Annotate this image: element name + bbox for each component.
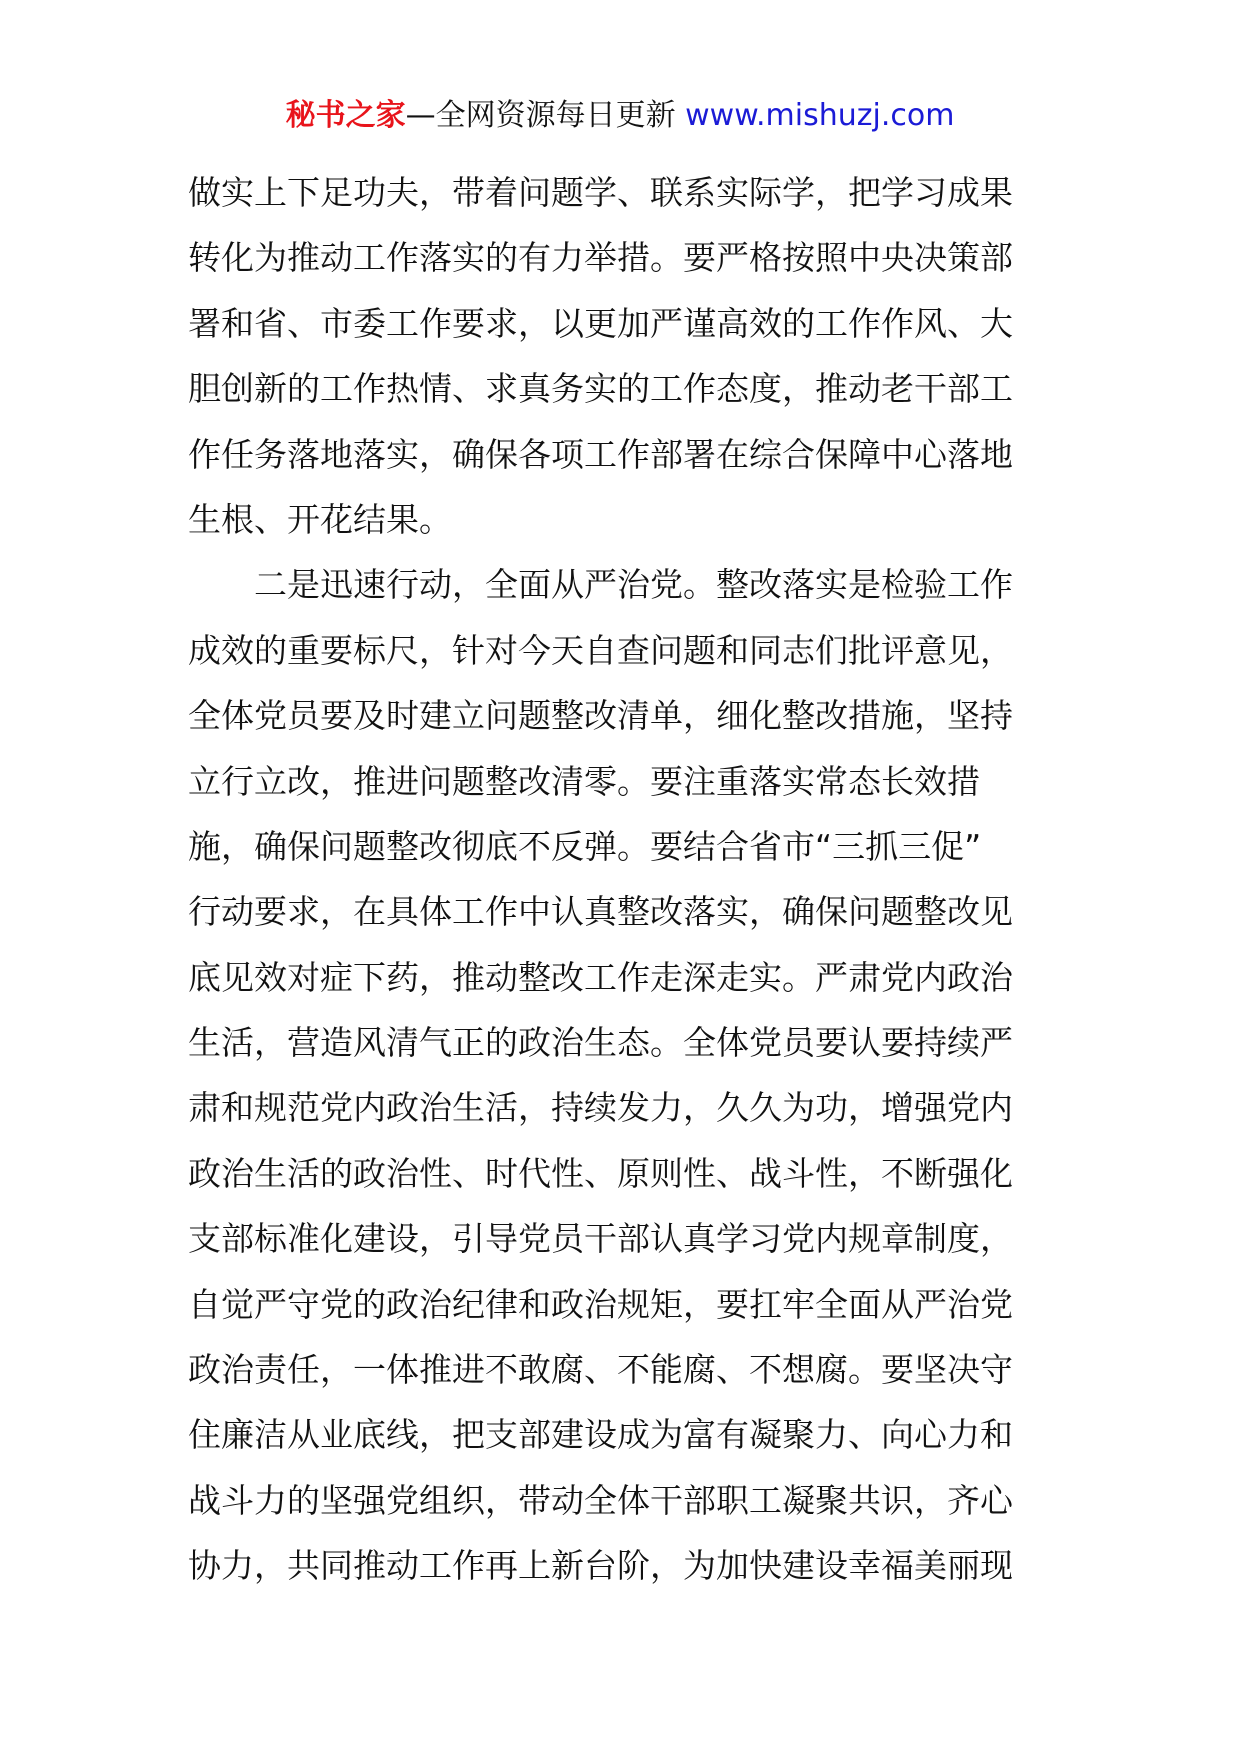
text-line: 底见效对症下药，推动整改工作走深走实。严肃党内政治 (188, 957, 1013, 997)
text-line: 肃和规范党内政治生活，持续发力，久久为功，增强党内 (188, 1088, 1013, 1128)
text-line: 支部标准化建设，引导党员干部认真学习党内规章制度， (188, 1219, 1013, 1259)
text-line: 成效的重要标尺，针对今天自查问题和同志们批评意见， (188, 630, 1013, 670)
text-line: 生根、开花结果。 (188, 499, 452, 539)
text-line: 行动要求，在具体工作中认真整改落实，确保问题整改见 (188, 892, 1013, 932)
text-line: 转化为推动工作落实的有力举措。要严格按照中央决策部 (188, 238, 1013, 278)
text-line: 署和省、市委工作要求，以更加严谨高效的工作作风、大 (188, 303, 1013, 343)
text-line: 自觉严守党的政治纪律和政治规矩，要扛牢全面从严治党 (188, 1284, 1013, 1324)
text-line: 施，确保问题整改彻底不反弹。要结合省市“三抓三促” (188, 826, 982, 866)
text-line: 协力，共同推动工作再上新台阶，为加快建设幸福美丽现 (188, 1546, 1013, 1586)
site-brand: 秘书之家 (285, 98, 406, 133)
text-line: 战斗力的坚强党组织，带动全体干部职工凝聚共识，齐心 (188, 1480, 1013, 1520)
text-line: 全体党员要及时建立问题整改清单，细化整改措施，坚持 (188, 696, 1013, 736)
text-line: 政治责任，一体推进不敢腐、不能腐、不想腐。要坚决守 (188, 1350, 1013, 1390)
text-line: 住廉洁从业底线，把支部建设成为富有凝聚力、向心力和 (188, 1415, 1013, 1455)
site-slogan: —全网资源每日更新 (405, 98, 676, 133)
site-url-link[interactable]: www.mishuzj.com (685, 98, 955, 133)
text-line: 生活，营造风清气正的政治生态。全体党员要认要持续严 (188, 1023, 1013, 1063)
text-line: 作任务落地落实，确保各项工作部署在综合保障中心落地 (188, 434, 1013, 474)
text-line: 做实上下足功夫，带着问题学、联系实际学，把学习成果 (188, 173, 1013, 212)
site-header (0, 96, 1240, 136)
paragraph-heading-line: 二是迅速行动，全面从严治党。整改落实是检验工作 (254, 565, 1013, 605)
document-body (188, 160, 1058, 1599)
text-line: 立行立改，推进问题整改清零。要注重落实常态长效措 (188, 761, 980, 801)
text-line: 胆创新的工作热情、求真务实的工作态度，推动老干部工 (188, 369, 1013, 409)
text-line: 政治生活的政治性、时代性、原则性、战斗性，不断强化 (188, 1153, 1013, 1193)
